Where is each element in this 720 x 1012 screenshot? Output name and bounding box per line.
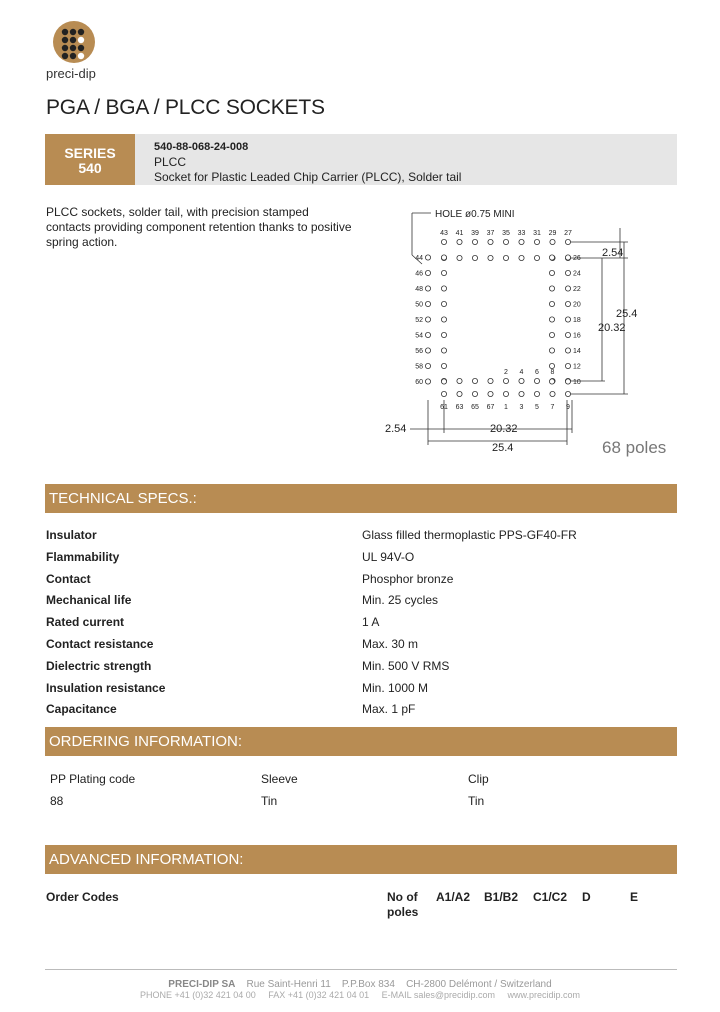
pin-number-right: 14	[573, 348, 581, 355]
pin-hole	[534, 239, 539, 244]
pin-hole	[534, 378, 539, 383]
pin-number-right: 22	[573, 286, 581, 293]
pin-hole	[503, 255, 508, 260]
pin-hole	[565, 348, 570, 353]
pin-hole	[519, 255, 524, 260]
pin-number-right: 12	[573, 363, 581, 371]
spec-value: Min. 25 cycles	[362, 593, 439, 608]
pin-hole	[441, 239, 446, 244]
ordering-clip-value: Tin	[468, 794, 485, 808]
intro-line: PLCC sockets, solder tail, with precision stamped	[46, 205, 309, 219]
pin-hole	[534, 391, 539, 396]
pin-hole	[549, 255, 554, 260]
pin-hole	[488, 378, 493, 383]
pin-number-left: 44	[415, 255, 423, 262]
footer-divider	[45, 969, 677, 970]
spec-value: Max. 1 pF	[362, 702, 416, 717]
dim-inner-right: 20.32	[598, 322, 626, 334]
pin-hole	[425, 379, 430, 384]
ordering-col-plating: PP Plating code	[50, 772, 136, 786]
logo-mark-icon	[52, 20, 96, 64]
pin-hole	[549, 363, 554, 368]
pin-hole	[549, 286, 554, 291]
pin-hole	[565, 301, 570, 306]
pin-number-right: 10	[573, 379, 581, 386]
series-number: 540	[78, 160, 102, 176]
series-info	[154, 140, 461, 185]
footer-phone: PHONE +41 (0)32 421 04 00	[139, 990, 256, 1000]
dim-inner-bottom: 20.32	[490, 423, 518, 435]
series-label: SERIES	[64, 145, 116, 161]
footer-pobox: P.P.Box 834	[341, 979, 395, 990]
pin-hole	[425, 363, 430, 368]
pin-number-top: 43	[440, 230, 448, 237]
pin-number-top: 29	[548, 230, 557, 237]
tech-specs-header: TECHNICAL SPECS.:	[45, 484, 677, 513]
pin-hole	[519, 391, 524, 396]
pin-hole	[441, 286, 446, 291]
pin-number-bottom: 9	[566, 404, 570, 411]
pin-hole	[503, 239, 508, 244]
spec-label: Flammability	[46, 549, 120, 564]
pin-hole	[441, 348, 446, 353]
pin-hole	[472, 255, 477, 260]
pin-hole	[425, 332, 430, 337]
pin-number-left: 48	[415, 286, 423, 293]
pin-number-top: 41	[455, 230, 464, 237]
pin-hole	[472, 378, 477, 383]
ordering-col-sleeve: Sleeve	[261, 772, 298, 786]
brand-name: preci-dip	[46, 66, 96, 81]
pin-hole	[457, 378, 462, 383]
pin-hole	[441, 255, 446, 260]
pin-number-right: 16	[573, 332, 581, 340]
pin-hole	[472, 239, 477, 244]
spec-value: 1 A	[362, 615, 380, 630]
intro-line: contacts providing component retention thanks to positive	[46, 220, 352, 234]
ordering-col-clip: Clip	[468, 772, 489, 786]
pin-hole	[488, 255, 493, 260]
spec-label: Mechanical life	[46, 593, 132, 608]
pin-hole	[549, 332, 554, 337]
footer-address	[0, 979, 720, 990]
footer-email[interactable]: E-MAIL sales@precidip.com	[381, 990, 495, 1000]
pin-hole	[565, 379, 570, 384]
spec-label: Dielectric strength	[46, 658, 152, 673]
no-of-poles-line: No of	[387, 890, 418, 904]
pin-hole	[549, 348, 554, 353]
pin-hole	[472, 391, 477, 396]
pin-hole	[549, 317, 554, 322]
pin-number-bottom: 3	[519, 404, 524, 411]
pin-hole	[550, 391, 555, 396]
pin-hole	[534, 255, 539, 260]
pin-hole	[549, 301, 554, 306]
dim-pitch-bottom: 2.54	[385, 423, 407, 435]
page-title: PGA / BGA / PLCC SOCKETS	[46, 96, 325, 119]
pin-hole	[457, 239, 462, 244]
pin-hole	[565, 270, 570, 275]
ordering-sleeve-value: Tin	[261, 794, 278, 808]
pin-number-top: 39	[471, 230, 479, 237]
spec-value: Glass filled thermoplastic PPS-GF40-FR	[362, 528, 577, 542]
intro-description	[46, 205, 366, 250]
company-logo	[52, 20, 96, 64]
dim-outer-right: 25.4	[616, 308, 638, 320]
pin-hole	[565, 332, 570, 337]
spec-label: Capacitance	[46, 702, 117, 717]
footer-city: CH-2800 Delémont / Switzerland	[406, 979, 552, 990]
adv-col-a: A1/A2	[436, 890, 471, 904]
pin-hole	[425, 286, 430, 291]
adv-col-e: E	[630, 890, 639, 904]
pin-hole	[425, 301, 430, 306]
pin-number-bottom: 7	[550, 404, 555, 411]
ordering-plating-value: 88	[50, 794, 64, 808]
footer-street: Rue Saint-Henri 11	[246, 979, 331, 990]
spec-value: Min. 500 V RMS	[362, 658, 450, 673]
spec-label: Rated current	[46, 615, 125, 630]
pin-hole	[488, 239, 493, 244]
footer-fax: FAX +41 (0)32 421 04 01	[268, 990, 370, 1000]
pin-hole	[441, 270, 446, 275]
poles-label: 68 poles	[602, 438, 667, 457]
series-description: Socket for Plastic Leaded Chip Carrier (PLCC), Solder tail	[154, 170, 462, 184]
pin-number-inner: 4	[519, 369, 524, 376]
pin-number-top: 27	[564, 230, 572, 237]
pin-number-bottom: 63	[455, 404, 464, 411]
pin-hole	[441, 301, 446, 306]
series-code: 540-88-068-24-008	[154, 141, 249, 153]
pin-hole	[550, 239, 555, 244]
spec-value: UL 94V-O	[362, 549, 415, 564]
pin-number-right: 20	[573, 301, 581, 309]
pin-hole	[503, 378, 508, 383]
pin-hole	[457, 391, 462, 396]
pin-number-right: 26	[573, 255, 581, 262]
pin-number-left: 46	[415, 270, 423, 278]
pin-number-left: 50	[415, 301, 423, 309]
pin-hole	[425, 255, 430, 260]
spec-label: Contact resistance	[46, 637, 154, 651]
pin-number-bottom: 65	[471, 404, 479, 411]
pin-number-left: 52	[415, 317, 423, 324]
pin-number-right: 24	[573, 270, 581, 278]
pin-hole	[457, 255, 462, 260]
pin-number-bottom: 61	[440, 404, 448, 411]
ordering-header: ORDERING INFORMATION:	[45, 727, 677, 756]
pin-hole	[565, 363, 570, 368]
dim-pitch-right: 2.54	[602, 247, 624, 259]
pin-number-top: 37	[486, 230, 495, 237]
pin-hole	[565, 255, 570, 260]
pin-hole	[425, 348, 430, 353]
pin-number-top: 33	[517, 230, 526, 237]
footer-contact	[0, 990, 720, 1000]
footer-web[interactable]: www.precidip.com	[507, 990, 581, 1000]
pin-hole	[565, 239, 570, 244]
hole-label: HOLE ø0.75 MINI	[435, 209, 515, 220]
pin-number-top: 35	[502, 230, 510, 237]
pin-number-bottom: 5	[535, 404, 539, 411]
pin-number-left: 54	[415, 332, 423, 340]
pin-hole	[441, 317, 446, 322]
dim-outer-bottom: 25.4	[492, 442, 514, 454]
pin-hole	[488, 391, 493, 396]
pin-number-inner: 2	[504, 369, 508, 376]
intro-line: spring action.	[46, 235, 118, 249]
pin-hole	[549, 379, 554, 384]
spec-value: Max. 30 m	[362, 637, 419, 651]
pin-number-inner: 6	[535, 369, 539, 376]
no-of-poles-label	[387, 890, 418, 920]
pin-hole	[425, 317, 430, 322]
pin-hole	[425, 270, 430, 275]
pin-hole	[503, 391, 508, 396]
spec-value: Min. 1000 M	[362, 680, 429, 695]
spec-label: Insulator	[46, 528, 97, 542]
pin-hole	[441, 379, 446, 384]
spec-label: Insulation resistance	[46, 680, 166, 695]
pin-hole	[441, 391, 446, 396]
adv-col-d: D	[582, 890, 591, 904]
advanced-header: ADVANCED INFORMATION:	[45, 845, 677, 874]
adv-col-b: B1/B2	[484, 890, 519, 904]
spec-label: Contact	[46, 571, 91, 586]
series-box	[45, 134, 135, 185]
pin-hole	[519, 239, 524, 244]
pin-number-right: 18	[573, 317, 581, 324]
no-of-poles-line: poles	[387, 905, 419, 919]
pin-hole	[519, 378, 524, 383]
pin-hole	[565, 391, 570, 396]
pin-number-left: 60	[415, 379, 423, 386]
pin-number-bottom: 67	[486, 404, 495, 411]
order-codes-label: Order Codes	[46, 890, 119, 904]
pin-hole	[565, 317, 570, 322]
adv-col-c: C1/C2	[533, 890, 568, 904]
pin-number-inner: 8	[550, 369, 555, 376]
pin-hole	[441, 332, 446, 337]
spec-value: Phosphor bronze	[362, 571, 454, 586]
pin-hole	[549, 270, 554, 275]
footer-company: PRECI-DIP SA	[168, 979, 236, 990]
series-type: PLCC	[154, 155, 187, 169]
pin-hole	[441, 363, 446, 368]
pin-layout-drawing	[380, 200, 680, 460]
pin-number-bottom: 1	[504, 404, 508, 411]
pin-number-left: 56	[415, 348, 423, 355]
pin-number-top: 31	[533, 230, 541, 237]
pin-hole	[565, 286, 570, 291]
pin-number-left: 58	[415, 363, 423, 371]
